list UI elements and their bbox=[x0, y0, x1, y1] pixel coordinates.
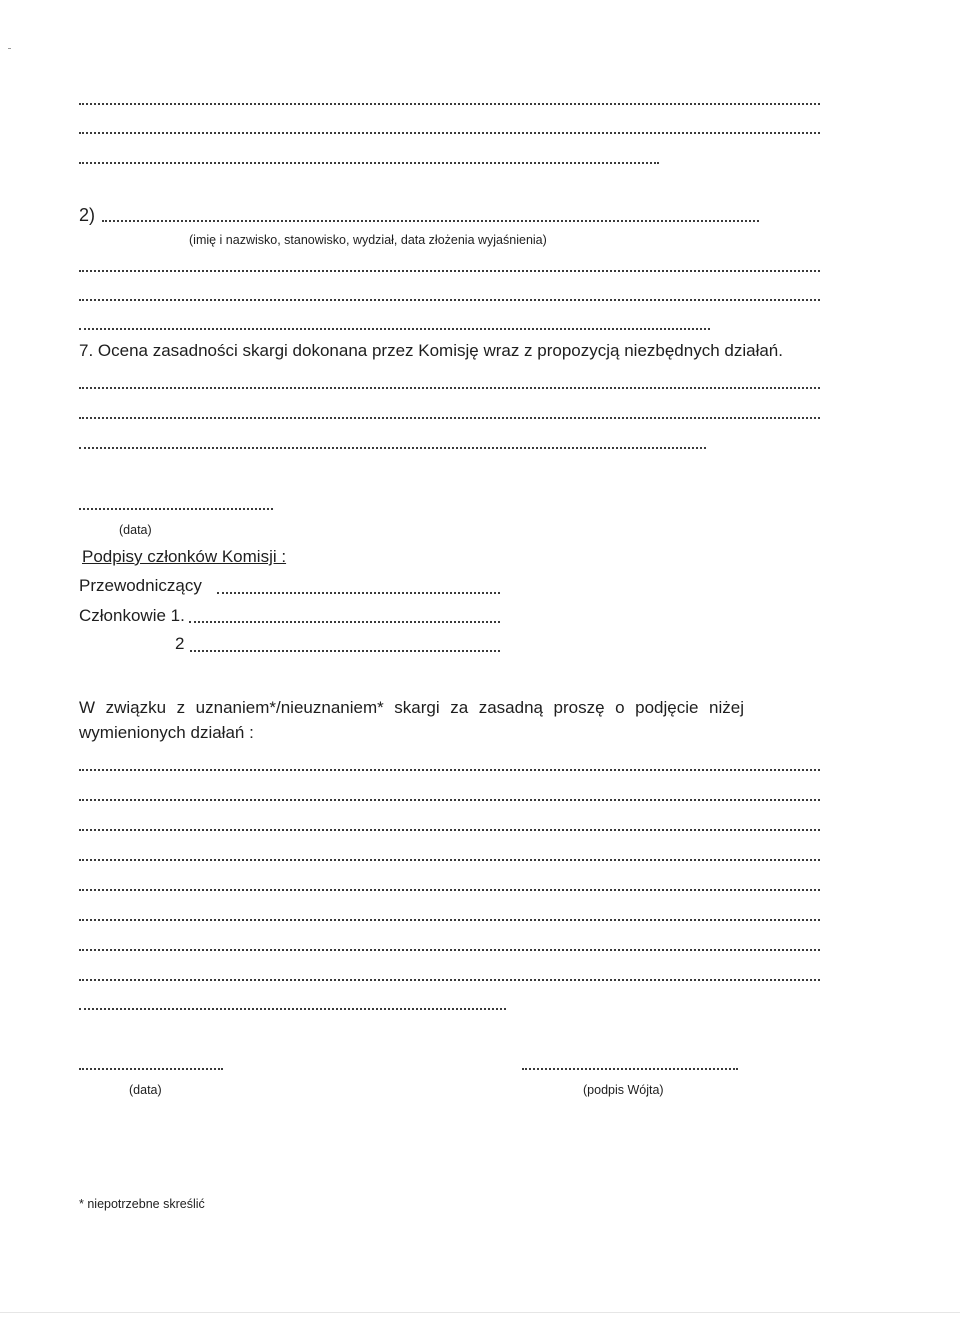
members-label: Członkowie 1. bbox=[79, 606, 185, 625]
date-line bbox=[79, 508, 273, 510]
dotted-line bbox=[79, 162, 659, 164]
member-1-signature-line bbox=[189, 621, 500, 623]
section-2-number: 2) bbox=[79, 205, 96, 225]
member-2-label: 2 bbox=[175, 634, 185, 653]
section-7-heading: 7. Ocena zasadności skargi dokonana przez Komisję wraz z propozycją niezbędnych działań. bbox=[79, 341, 783, 360]
footer-date-caption: (data) bbox=[129, 1083, 162, 1097]
dotted-line bbox=[79, 328, 710, 330]
page-bottom-edge bbox=[0, 1312, 960, 1313]
dotted-line bbox=[79, 387, 820, 389]
dotted-line bbox=[79, 132, 820, 134]
dotted-line bbox=[79, 103, 820, 105]
dotted-line bbox=[79, 447, 706, 449]
member-2-signature-line bbox=[190, 650, 500, 652]
decision-text-line-1: W związku z uznaniem*/nieuznaniem* skargi za zasadną proszę o podjęcie niżej bbox=[79, 698, 744, 717]
dotted-line bbox=[102, 220, 759, 222]
dotted-line bbox=[79, 1008, 506, 1010]
decision-text-line-2: wymienionych działań : bbox=[79, 723, 254, 742]
dotted-line bbox=[79, 859, 820, 861]
dotted-line bbox=[79, 889, 820, 891]
footnote: * niepotrzebne skreślić bbox=[79, 1197, 205, 1211]
dotted-line bbox=[79, 417, 820, 419]
chair-label: Przewodniczący bbox=[79, 576, 202, 595]
scan-artifact bbox=[8, 48, 11, 49]
dotted-line bbox=[79, 919, 820, 921]
dotted-line bbox=[79, 270, 820, 272]
dotted-line bbox=[79, 299, 820, 301]
dotted-line bbox=[79, 769, 820, 771]
footer-date-line bbox=[79, 1068, 223, 1070]
dotted-line bbox=[79, 799, 820, 801]
signatures-heading: Podpisy członków Komisji : bbox=[82, 547, 287, 566]
section-2-caption: (imię i nazwisko, stanowisko, wydział, data złożenia wyjaśnienia) bbox=[189, 233, 547, 247]
dotted-line bbox=[79, 949, 820, 951]
footer-signature-caption: (podpis Wójta) bbox=[583, 1083, 664, 1097]
dotted-line bbox=[79, 829, 820, 831]
commission-date-caption: (data) bbox=[119, 523, 152, 537]
footer-signature-line bbox=[522, 1068, 738, 1070]
chair-signature-line bbox=[217, 592, 500, 594]
dotted-line bbox=[79, 979, 820, 981]
